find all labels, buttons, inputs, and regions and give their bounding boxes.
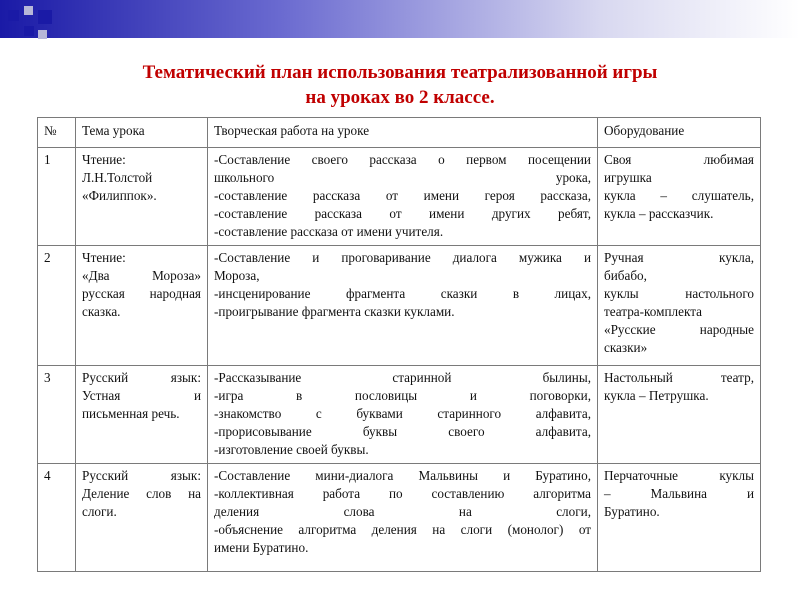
table-row [38, 246, 761, 366]
equipment-line: Буратино. [604, 504, 660, 519]
equipment-line: Своя любимая [604, 152, 754, 167]
work-line: -составление рассказа от имени других ребят, [214, 206, 591, 221]
work-line: -проигрывание фрагмента сказки куклами. [214, 304, 455, 319]
equipment-line: кукла – слушатель, [604, 188, 754, 203]
topic-line: Чтение: [82, 250, 126, 265]
work-line: -Составление своего рассказа о первом посещении [214, 152, 591, 167]
work-line: -составление рассказа от имени учителя. [214, 224, 444, 239]
work-line: -Рассказывание старинной былины, [214, 370, 591, 385]
work-line: -коллективная работа по составлению алгоритма [214, 486, 591, 501]
decorative-squares [0, 0, 80, 50]
deco-square [38, 30, 47, 39]
row-work [208, 366, 598, 464]
topic-line: слоги. [82, 504, 117, 519]
row-equipment [598, 148, 761, 246]
header-equipment: Оборудование [598, 118, 761, 148]
topic-line: сказка. [82, 304, 121, 319]
row-number: 3 [38, 366, 76, 464]
deco-square [38, 10, 52, 24]
equipment-line: «Русские народные [604, 322, 754, 337]
work-line: -инсценирование фрагмента сказки в лицах, [214, 286, 591, 301]
work-line: имени Буратино. [214, 540, 309, 555]
work-line: -знакомство с буквами старинного алфавита, [214, 406, 591, 421]
equipment-line: – Мальвина и [604, 486, 754, 501]
topic-line: «Филиппок». [82, 188, 157, 203]
work-line: деления слова на слоги, [214, 504, 591, 519]
equipment-line: игрушка [604, 170, 652, 185]
deco-square [8, 10, 19, 21]
work-line: -Составление и проговаривание диалога мужика и [214, 250, 591, 265]
table-row [38, 366, 761, 464]
table-header-row [38, 118, 761, 148]
topic-line: Русский язык: [82, 468, 201, 483]
row-topic [76, 246, 208, 366]
header-topic: Тема урока [76, 118, 208, 148]
row-equipment [598, 464, 761, 572]
row-equipment [598, 366, 761, 464]
topic-line: Устная и [82, 388, 201, 403]
work-line: -изготовление своей буквы. [214, 442, 369, 457]
equipment-line: Ручная кукла, [604, 250, 754, 265]
thematic-plan-table [37, 117, 761, 572]
topic-line: Русский язык: [82, 370, 201, 385]
row-topic [76, 366, 208, 464]
title-line-2: на уроках во 2 классе. [305, 87, 495, 108]
deco-square [24, 6, 33, 15]
work-line: -прорисовывание буквы своего алфавита, [214, 424, 591, 439]
equipment-line: сказки» [604, 340, 648, 355]
equipment-line: кукла – рассказчик. [604, 206, 714, 221]
equipment-line: Перчаточные куклы [604, 468, 754, 483]
row-work [208, 148, 598, 246]
topic-line: Чтение: [82, 152, 126, 167]
equipment-line: кукла – Петрушка. [604, 388, 709, 403]
equipment-line: бибабо, [604, 268, 647, 283]
equipment-line: куклы настольного [604, 286, 754, 301]
table-row [38, 148, 761, 246]
topic-line: письменная речь. [82, 406, 180, 421]
work-line: -Составление мини-диалога Мальвины и Буратино, [214, 468, 591, 483]
header-number: № [38, 118, 76, 148]
work-line: -составление рассказа от имени героя рассказа, [214, 188, 591, 203]
row-work [208, 246, 598, 366]
row-equipment [598, 246, 761, 366]
work-line: -объяснение алгоритма деления на слоги (монолог) от [214, 522, 591, 537]
header-gradient-band [0, 0, 800, 38]
topic-line: «Два Мороза» [82, 268, 201, 283]
header-work: Творческая работа на уроке [208, 118, 598, 148]
deco-square [24, 26, 34, 36]
work-line: школьного урока, [214, 170, 591, 185]
topic-line: Л.Н.Толстой [82, 170, 153, 185]
equipment-line: театра-комплекта [604, 304, 702, 319]
equipment-line: Настольный театр, [604, 370, 754, 385]
topic-line: русская народная [82, 286, 201, 301]
work-line: Мороза, [214, 268, 260, 283]
row-topic [76, 148, 208, 246]
row-number: 1 [38, 148, 76, 246]
topic-line: Деление слов на [82, 486, 201, 501]
table-row [38, 464, 761, 572]
row-number: 2 [38, 246, 76, 366]
title-line-1: Тематический план использования театрализованной игры [142, 62, 658, 83]
row-work [208, 464, 598, 572]
row-number: 4 [38, 464, 76, 572]
slide-title [40, 60, 760, 110]
row-topic [76, 464, 208, 572]
work-line: -игра в пословицы и поговорки, [214, 388, 591, 403]
